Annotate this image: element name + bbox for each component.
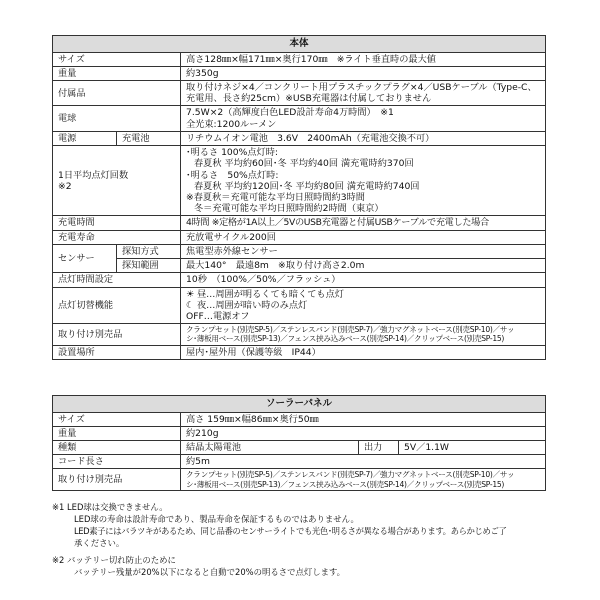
power-value: リチウムイオン電池 3.6V 2400mAh（充電池交換不可） (181, 131, 546, 145)
text-line: 全光束:1200ルーメン (186, 118, 277, 130)
solar-mount-value (181, 469, 546, 491)
mode-label: 点灯切替機能 (53, 287, 181, 324)
text-line: ※2 (58, 180, 72, 192)
text-line: 春夏秋 平均約120回･冬 平均約80回 満充電時約740回 (194, 180, 420, 192)
table-row (53, 345, 546, 359)
solar-weight-label: 重量 (53, 426, 181, 440)
sun-icon: ☀ (186, 288, 195, 300)
power-sub-label: 充電池 (117, 131, 181, 145)
table-row (53, 244, 546, 258)
text-line: 取り付けネジ×4／コンクリート用プラスチックプラグ×4／USBケーブル（Type-C、 (186, 82, 537, 94)
main-spec-table (52, 35, 546, 360)
solar-output-value: 5V／1.1W (399, 441, 546, 455)
note-line: 承ください。 (74, 537, 125, 548)
note-2 (52, 555, 506, 579)
table-row (53, 441, 546, 455)
table-row (53, 412, 546, 426)
timer-label: 点灯時間設定 (53, 273, 181, 287)
solar-type-label: 種類 (53, 441, 181, 455)
text-line: クランプセット(別売SP-5)／ステンレスバンド(別売SP-7)／強力マグネットベース(別売SP-10)／サッ (186, 470, 515, 480)
text-line: シ･薄板用ベース(別売SP-13)／フェンス挟み込みベース(別売SP-14)／クリップベース(別売SP-15) (186, 479, 505, 489)
note-line: LED素子にはバラツキがあるため、同じ品番のセンサーライトでも光色･明るさが異なる場合があります。あらかじめご了 (74, 525, 507, 536)
note-line: LED球の寿命は設計寿命であり、製品寿命を保証するものではありません。 (74, 513, 359, 524)
table-row (53, 230, 546, 244)
size-label: サイズ (53, 52, 181, 66)
table-row (53, 146, 546, 216)
solar-mount-label: 取り付け別売品 (53, 469, 181, 491)
timer-value: 10秒 （100%／50%／フラッシュ） (181, 273, 546, 287)
footnotes (52, 502, 506, 579)
bulb-label: 電球 (53, 106, 181, 131)
text-line: ※春夏秋＝充電可能な平均日照時間約3時間 (186, 191, 365, 203)
mode-value (181, 287, 546, 324)
charge-time-label: 充電時間 (53, 216, 181, 230)
mode-night-text: 夜…周囲が暗い時のみ点灯 (197, 299, 308, 311)
note-line: ※2 バッテリー切れ防止のために (52, 554, 176, 565)
text-line: 7.5W×2（高輝度白色LED設計寿命4万時間） ※1 (186, 107, 394, 119)
solar-spec-table (52, 395, 546, 491)
solar-header: ソーラーパネル (53, 396, 546, 413)
sensor-method-value: 焦電型赤外線センサー (181, 244, 546, 258)
moon-icon: ☾ (186, 299, 195, 311)
note-1 (52, 502, 506, 550)
table-row (53, 259, 546, 273)
charge-life-value: 充放電サイクル200回 (181, 230, 546, 244)
sensor-range-label: 探知範囲 (117, 259, 181, 273)
note-line: ※1 LED球は交換できません。 (52, 502, 168, 512)
text-line: 充電用、長さ約25cm）※USB充電器は付属しておりません (186, 93, 432, 105)
text-line: ･明るさ 50%点灯時: (186, 169, 279, 181)
text-line: シ･薄板用ベース(別売SP-13)／フェンス挟み込みベース(別売SP-14)／クリップベース(別売SP-15) (186, 334, 505, 344)
text-line (186, 300, 540, 311)
solar-size-value: 高さ 159㎜×幅86㎜×奥行50㎜ (181, 412, 546, 426)
power-label: 電源 (53, 131, 117, 145)
note-line: バッテリー残量が20%以下になると自動で20%の明るさで点灯します。 (74, 566, 346, 577)
table-row (53, 469, 546, 491)
main-header: 本体 (53, 36, 546, 53)
table-row (53, 66, 546, 80)
table-row (53, 324, 546, 346)
text-line: 春夏秋 平均約60回･冬 平均約40回 満充電時約370回 (194, 158, 414, 170)
location-label: 設置場所 (53, 345, 181, 359)
solar-output-label: 出力 (359, 441, 399, 455)
weight-label: 重量 (53, 66, 181, 80)
text-line: ･明るさ 100%点灯時: (186, 147, 279, 159)
accessories-label: 付属品 (53, 81, 181, 106)
solar-weight-value: 約210g (181, 426, 546, 440)
daily-label (53, 146, 181, 216)
charge-time-value: 4時間 ※定格が1A以上／5VのUSB充電器と付属USBケーブルで充電した場合 (181, 216, 546, 230)
table-row (53, 455, 546, 469)
accessories-value (181, 81, 546, 106)
table-row (53, 216, 546, 230)
table-row (53, 273, 546, 287)
location-value: 屋内･屋外用（保護等級 IP44） (181, 345, 546, 359)
table-row (53, 131, 546, 145)
table-row (53, 81, 546, 106)
solar-cord-label: コード長さ (53, 455, 181, 469)
sensor-range-value: 最大140° 最遠8m ※取り付け高さ2.0m (181, 259, 546, 273)
solar-cord-value: 約5m (181, 455, 546, 469)
weight-value: 約350g (181, 66, 546, 80)
daily-value (181, 146, 546, 216)
mode-off-text: OFF…電源オフ (186, 310, 250, 322)
mode-day-text: 昼…周囲が明るくても暗くても点灯 (197, 288, 344, 300)
mount-value (181, 324, 546, 346)
charge-life-label: 充電寿命 (53, 230, 181, 244)
mount-label: 取り付け別売品 (53, 324, 181, 346)
size-value: 高さ128㎜×幅171㎜×奥行170㎜ ※ライト垂直時の最大値 (181, 52, 546, 66)
text-line: 冬＝充電可能な平均日照時間約2時間（東京） (194, 203, 384, 215)
solar-size-label: サイズ (53, 412, 181, 426)
solar-type-value: 結晶太陽電池 (181, 441, 359, 455)
table-row (53, 287, 546, 324)
bulb-value (181, 106, 546, 131)
text-line: 1日平均点灯回数 (58, 169, 129, 181)
text-line (186, 289, 540, 300)
table-row (53, 426, 546, 440)
table-row (53, 106, 546, 131)
text-line: クランプセット(別売SP-5)／ステンレスバンド(別売SP-7)／強力マグネットベース(別売SP-10)／サッ (186, 325, 515, 335)
table-row (53, 52, 546, 66)
sensor-method-label: 探知方式 (117, 244, 181, 258)
sensor-label: センサー (53, 244, 117, 272)
